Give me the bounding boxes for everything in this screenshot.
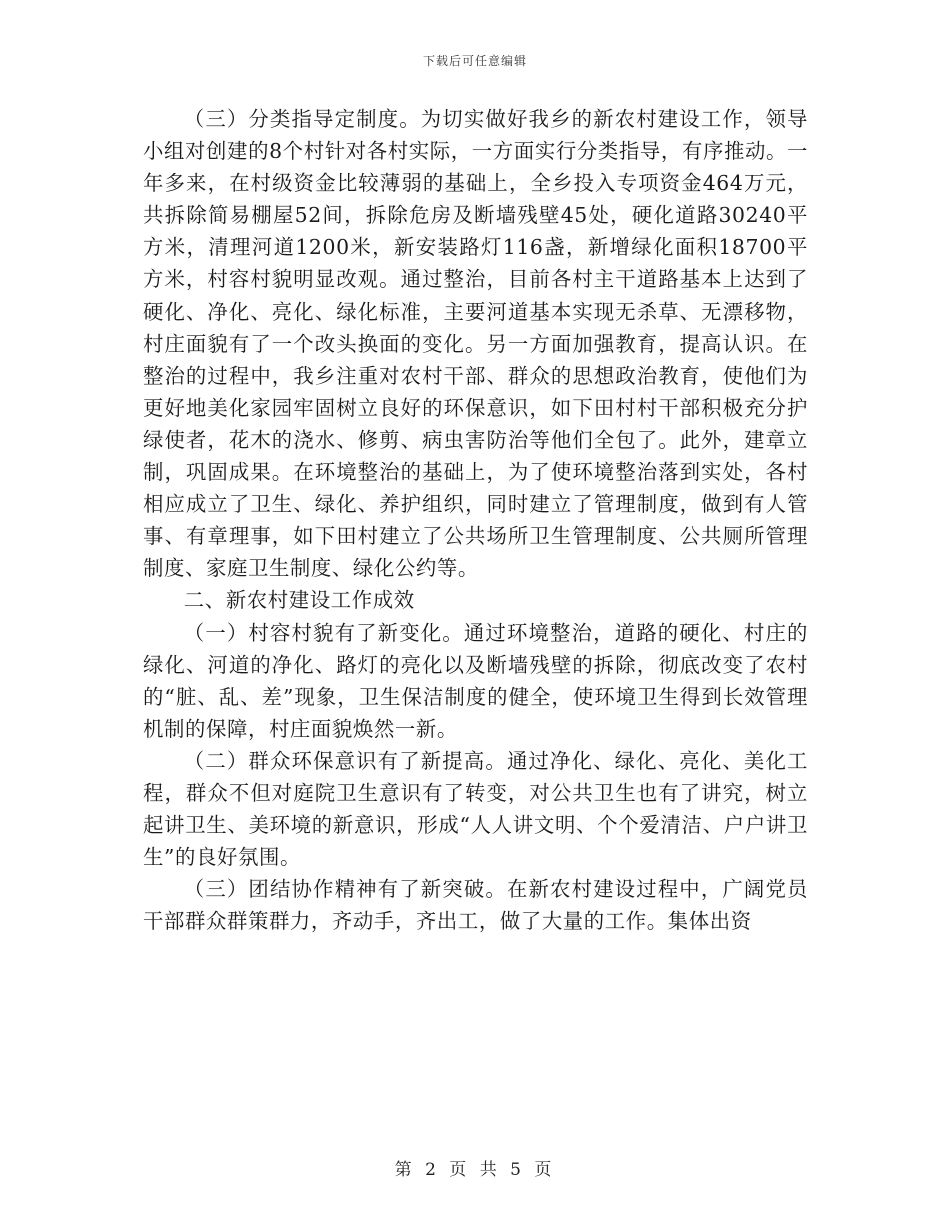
paragraph-environmental-awareness: （二）群众环保意识有了新提高。通过净化、绿化、亮化、美化工程，群众不但对庭院卫生意识有了转变，对公共卫生也有了讲究，树立起讲卫生、美环境的新意识，形成“人人讲文明、个个爱清洁、户户讲卫生”的良好氛围。 xyxy=(143,748,808,870)
paragraph-classification-guidance: （三）分类指导定制度。为切实做好我乡的新农村建设工作，领导小组对创建的8个村针对各村实际，一方面实行分类指导，有序推动。一年多来，在村级资金比较薄弱的基础上，全乡投入专项资金464万元，共拆除简易棚屋52间，拆除危房及断墙残壁45处，硬化道路30240平方米，清理河道1200米，新安装路灯116盏，新增绿化面积18700平方米，村容村貌明显改观。通过整治，目前各村主干道路基本上达到了硬化、净化、亮化、绿化标准，主要河道基本实现无杀草、无漂移物，村庄面貌有了一个改头换面的变化。另一方面加强教育，提高认识。在整治的过程中，我乡注重对农村干部、群众的思想政治教育，使他们为更好地美化家园牢固树立良好的环保意识，如下田村村干部积极充分护绿使者，花木的浇水、修剪、病虫害防治等他们全包了。此外，建章立制，巩固成果。在环境整治的基础上，为了使环境整治落到实处，各村相应成立了卫生、绿化、养护组织，同时建立了管理制度，做到有人管事、有章理事，如下田村建立了公共场所卫生管理制度、公共厕所管理制度、家庭卫生制度、绿化公约等。 xyxy=(143,107,808,581)
paragraph-teamwork-spirit: （三）团结协作精神有了新突破。在新农村建设过程中，广阔党员干部群众群策群力，齐动手，齐出工，做了大量的工作。集体出资 xyxy=(143,877,808,934)
page-number: 第 2 页 共 5 页 xyxy=(394,1160,556,1180)
page-header: 下载后可任意编辑 xyxy=(422,54,527,68)
section-heading-results: 二、新农村建设工作成效 xyxy=(183,588,415,613)
document-body xyxy=(143,103,808,937)
paragraph-village-appearance: （一）村容村貌有了新变化。通过环境整治，道路的硬化、村庄的绿化、河道的净化、路灯的亮化以及断墙残壁的拆除，彻底改变了农村的“脏、乱、差”现象，卫生保洁制度的健全，使环境卫生得到长效管理机制的保障，村庄面貌焕然一新。 xyxy=(143,620,808,741)
